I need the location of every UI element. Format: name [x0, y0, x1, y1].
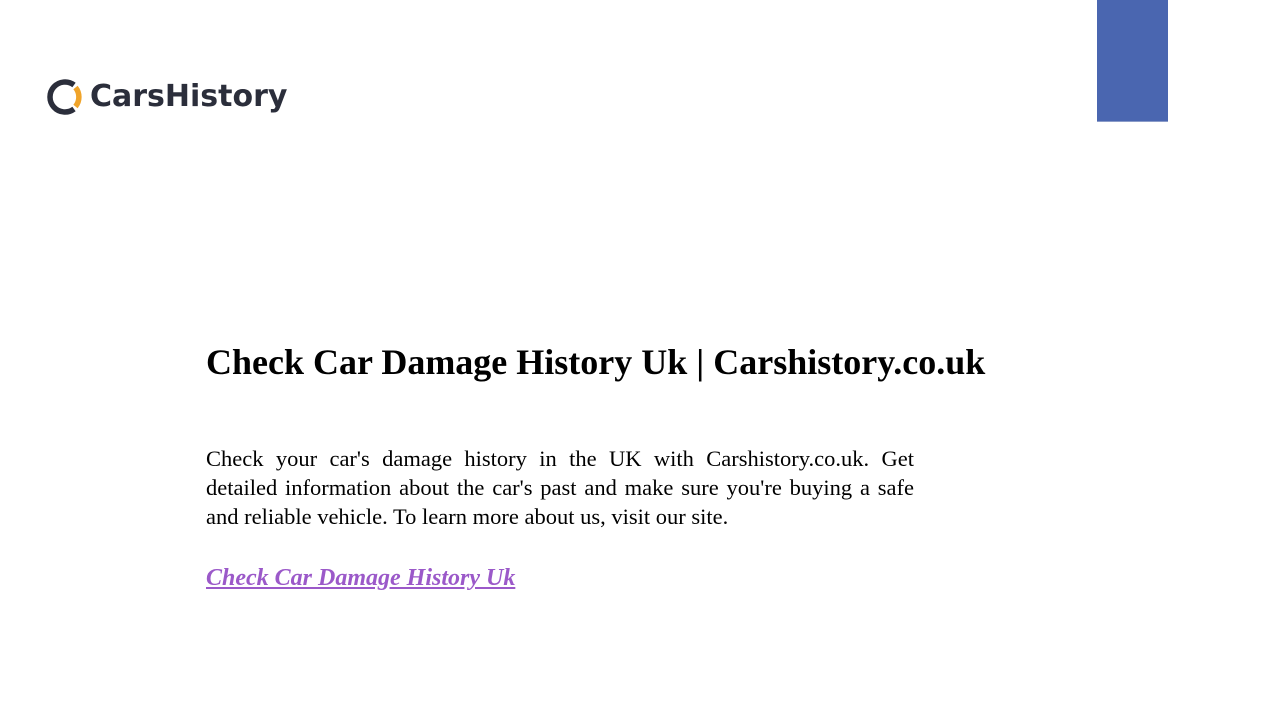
accent-bar — [1097, 0, 1168, 122]
page-title: Check Car Damage History Uk | Carshistory.co.uk — [206, 342, 986, 382]
ring-logo-icon — [46, 76, 84, 118]
logo-text: CarsHistory — [90, 79, 288, 114]
description-text: Check your car's damage history in the UK with Carshistory.co.uk. Get detailed information about the car's past and make sure you're buying a safe and reliable vehicle. To learn more about us, visit our site. — [206, 446, 914, 529]
brand-logo[interactable] — [46, 76, 287, 118]
check-damage-history-link[interactable]: Check Car Damage History Uk — [206, 565, 516, 591]
